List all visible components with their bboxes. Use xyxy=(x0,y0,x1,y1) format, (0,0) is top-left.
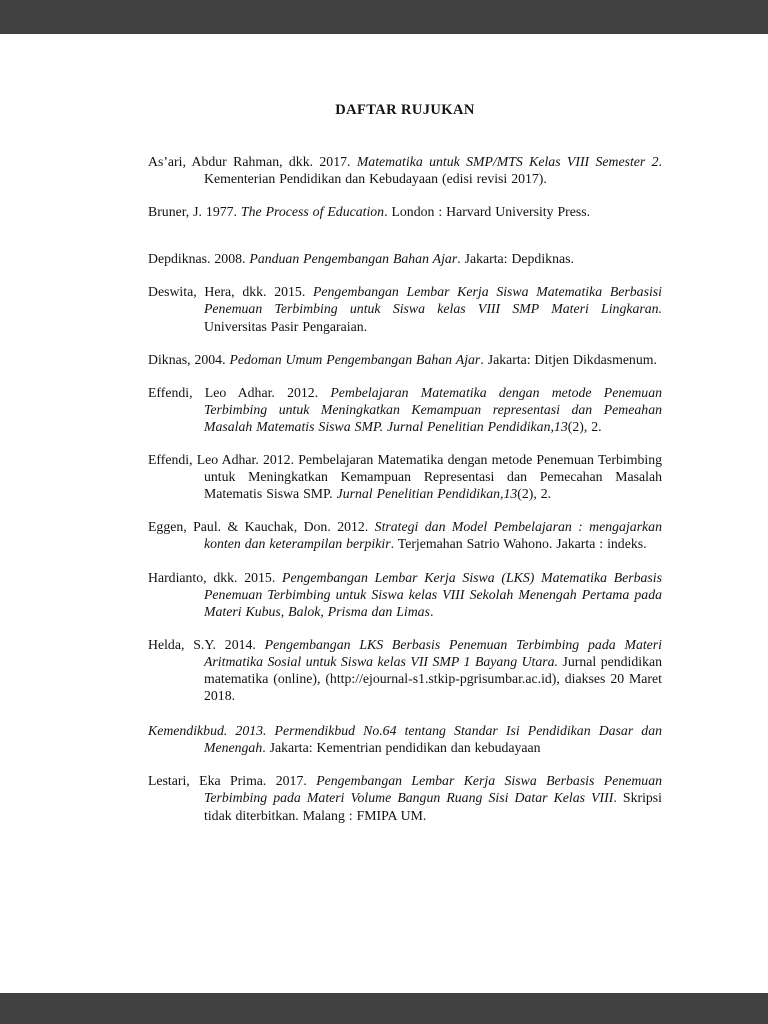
reference-segment-italic: Pengembangan Lembar Kerja Siswa Berbasis Penemuan Terbimbing pada Materi Volume Bangun Ruang Sisi Datar Kelas VIII xyxy=(204,773,662,806)
reference-segment: Effendi, Leo Adhar. 2012. xyxy=(148,384,331,400)
reference-segment-italic: Panduan Pengembangan Bahan Ajar xyxy=(249,251,458,267)
viewer-bottom-bar xyxy=(0,993,768,1024)
reference-segment: Lestari, Eka Prima. 2017. xyxy=(148,773,317,789)
reference-segment: . Jakarta: Depdiknas. xyxy=(457,251,574,267)
viewer-top-bar xyxy=(0,0,768,34)
reference-entry xyxy=(148,203,662,220)
reference-segment: Jurnal pendidikan matematika (online), (http://ejournal-s1.stkip-pgrisumbar.ac.id), diakses 20 Maret 2018. xyxy=(204,653,663,704)
reference-entry xyxy=(148,250,662,267)
reference-entry xyxy=(148,351,662,368)
reference-entry xyxy=(148,384,662,435)
reference-segment-italic: The Process of Education xyxy=(240,204,385,220)
reference-segment: Depdiknas. 2008. xyxy=(148,251,250,267)
reference-entry xyxy=(148,451,662,502)
reference-segment: . Terjemahan Satrio Wahono. Jakarta : indeks. xyxy=(390,536,647,552)
reference-segment: . London : Harvard University Press. xyxy=(384,204,591,220)
reference-segment: (2), 2. xyxy=(517,486,552,502)
reference-entry xyxy=(148,569,662,620)
reference-segment: . Jakarta: Ditjen Dikdasmenum. xyxy=(480,351,657,367)
reference-segment: . Kementerian Pendidikan dan Kebudayaan (edisi revisi 2017). xyxy=(204,154,662,187)
reference-segment-italic: Jurnal Penelitian Pendidikan,13 xyxy=(336,486,518,502)
reference-segment: Helda, S.Y. 2014. xyxy=(148,636,265,652)
reference-segment: Hardianto, dkk. 2015. xyxy=(148,569,283,585)
reference-segment-italic: Matematika untuk SMP/MTS Kelas VIII Semester 2 xyxy=(356,154,659,169)
reference-segment: Deswita, Hera, dkk. 2015. xyxy=(148,284,313,300)
reference-segment: Diknas, 2004. xyxy=(148,351,230,367)
page-title: DAFTAR RUJUKAN xyxy=(335,102,475,118)
reference-entry xyxy=(148,153,662,187)
reference-segment-italic: Strategi dan Model Pembelajaran : mengajarkan konten dan keterampilan berpikir xyxy=(204,519,662,552)
reference-entry xyxy=(148,518,662,552)
reference-segment: Eggen, Paul. & Kauchak, Don. 2012. xyxy=(148,519,375,535)
reference-list xyxy=(148,153,662,824)
reference-entry xyxy=(148,722,662,756)
reference-segment-italic: Kemendikbud. 2013. Permendikbud No.64 tentang Standar Isi Pendidikan Dasar dan Menengah xyxy=(148,723,662,756)
reference-segment: Bruner, J. 1977. xyxy=(148,204,241,220)
reference-segment-italic: Pengembangan LKS Berbasis Penemuan Terbimbing pada Materi Aritmatika Sosial untuk Siswa kelas VII SMP 1 Bayang Utara. xyxy=(204,636,662,669)
reference-segment: Universitas Pasir Pengaraian. xyxy=(204,318,368,334)
reference-segment: . Skripsi tidak diterbitkan. Malang : FMIPA UM. xyxy=(204,790,663,823)
document-body xyxy=(148,102,662,840)
reference-segment-italic: Pembelajaran Matematika dengan metode Penemuan Terbimbing untuk Meningkatkan Kemampuan representasi dan Pemeahan Masalah Matematis Siswa SMP. Jurnal Penelitian Pendidikan,13 xyxy=(204,384,662,434)
reference-entry xyxy=(148,772,662,823)
reference-segment-italic: Pengembangan Lembar Kerja Siswa Matematika Berbasisi Penemuan Terbimbing untuk Siswa kelas VIII SMP Materi Lingkaran. xyxy=(204,284,662,317)
reference-entry xyxy=(148,283,662,334)
reference-segment: Effendi, Leo Adhar. 2012. Pembelajaran Matematika dengan metode Penemuan Terbimbing untuk Meningkatkan Kemampuan Representasi dan Pemecahan Masalah Matematis Siswa SMP. xyxy=(148,452,662,502)
reference-segment: . xyxy=(429,603,434,619)
reference-segment: . Jakarta: Kementrian pendidikan dan kebudayaan xyxy=(262,740,541,756)
reference-segment-italic: Pengembangan Lembar Kerja Siswa (LKS) Matematika Berbasis Penemuan Terbimbing untuk Siswa kelas VIII Sekolah Menengah Pertama pada Materi Kubus, Balok, Prisma dan Limas xyxy=(204,569,662,619)
reference-segment: (2), 2. xyxy=(567,418,602,434)
reference-segment-italic: Pedoman Umum Pengembangan Bahan Ajar xyxy=(229,351,481,367)
reference-entry xyxy=(148,636,662,704)
reference-segment: As’ari, Abdur Rahman, dkk. 2017. xyxy=(148,154,357,169)
